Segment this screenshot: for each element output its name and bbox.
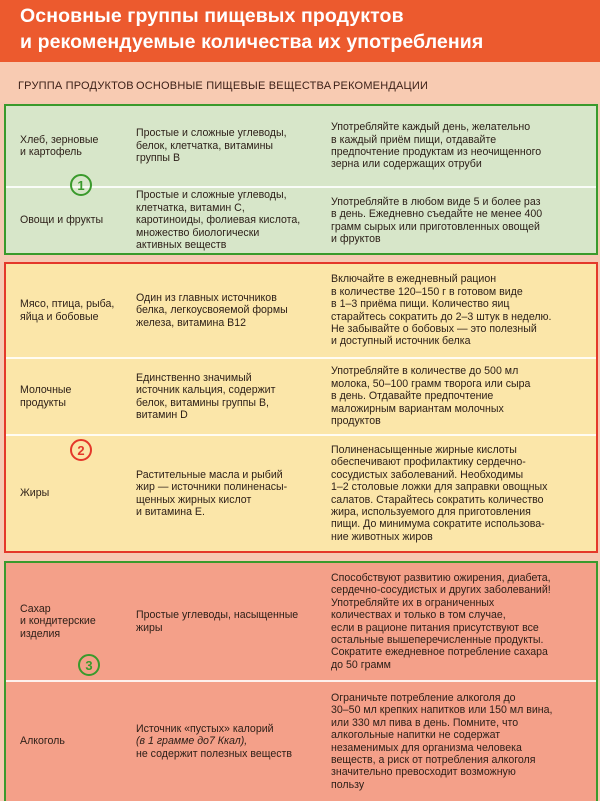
title-banner bbox=[0, 0, 600, 62]
group-number-badge: 3 bbox=[78, 654, 100, 676]
product-recommendation: Способствуют развитию ожирения, диабета, сердечно-сосудистых и других заболеваний! Употребляйте их в ограниченных количествах и только в том случае, если в рационе питания присутствуют все остальные вышеперечисленные продукты. Сократите ежедневное потребление сахара до 50 грамм bbox=[331, 571, 551, 671]
table-row-dairy bbox=[6, 359, 596, 434]
table-row-alcohol bbox=[6, 682, 596, 801]
nutrients-calorie-note: (в 1 грамме до7 Ккал), bbox=[136, 735, 248, 748]
product-name: Мясо, птица, рыба, яйца и бобовые bbox=[20, 298, 115, 323]
product-nutrients: Простые и сложные углеводы, белок, клетчатка, витамины группы В bbox=[136, 127, 287, 165]
nutrients-text: Источник «пустых» калорий bbox=[136, 722, 274, 735]
column-header-recommendations: РЕКОМЕНДАЦИИ bbox=[333, 80, 429, 92]
table-row-bread bbox=[6, 106, 596, 186]
column-headers bbox=[0, 62, 600, 102]
product-name: Жиры bbox=[20, 487, 50, 500]
product-name: Хлеб, зерновые и картофель bbox=[20, 133, 99, 158]
column-header-nutrients: ОСНОВНЫЕ ПИЩЕВЫЕ ВЕЩЕСТВА bbox=[136, 80, 332, 92]
product-nutrients: Простые и сложные углеводы, клетчатка, витамин С, каротиноиды, фолиевая кислота, множество биологически активных веществ bbox=[136, 189, 301, 252]
product-nutrients bbox=[136, 682, 326, 801]
product-recommendation: Ограничьте потребление алкоголя до 30–50 мл крепких напитков или 150 мл вина, или 330 мл пива в день. Помните, что алкогольные напитки не содержат незаменимых для организма человека веществ, а риск от потребления алкоголя значительно превосходит возможную пользу bbox=[331, 691, 553, 791]
product-recommendation: Полиненасыщенные жирные кислоты обеспечивают профилактику сердечно- сосудистых заболеваний. Необходимы 1–2 столовые ложки для заправки овощных салатов. Старайтесь сократить количество жира, используемого для приготовления пищи. До минимума сократите использова- ние животных жиров bbox=[331, 443, 548, 543]
product-name: Алкоголь bbox=[20, 735, 65, 748]
group-number-badge: 2 bbox=[70, 439, 92, 461]
table-row-vegetables bbox=[6, 188, 596, 253]
product-nutrients: Единственно значимый источник кальция, содержит белок, витамины группы В, витамин D bbox=[136, 371, 276, 421]
table-row-meat bbox=[6, 264, 596, 357]
product-name: Молочные продукты bbox=[20, 384, 72, 409]
food-group-3 bbox=[4, 561, 598, 801]
product-recommendation: Включайте в ежедневный рацион в количестве 120–150 г в готовом виде в 1–3 приёма пищи. Количество яиц старайтесь сократить до 2–3 штук в неделю. Не забывайте о бобовых — это полезный и доступный источник белка bbox=[331, 273, 552, 348]
group-number-badge: 1 bbox=[70, 174, 92, 196]
product-name: Овощи и фрукты bbox=[20, 214, 104, 227]
product-recommendation: Употребляйте в любом виде 5 и более раз в день. Ежедневно съедайте не менее 400 грамм сырых или приготовленных овощей и фруктов bbox=[331, 195, 543, 245]
product-nutrients: Простые углеводы, насыщенные жиры bbox=[136, 609, 299, 634]
food-group-2 bbox=[4, 262, 598, 553]
table-row-fats bbox=[6, 436, 596, 551]
product-nutrients: Один из главных источников белка, легкоусвояемой формы железа, витамина В12 bbox=[136, 291, 288, 329]
nutrients-tail: не содержит полезных веществ bbox=[136, 747, 292, 760]
page-title-line-1: Основные группы пищевых продуктов bbox=[20, 5, 404, 27]
food-group-1 bbox=[4, 104, 598, 255]
product-recommendation: Употребляйте в количестве до 500 мл молока, 50–100 грамм творога или сыра в день. Отдавайте предпочтение маложирным вариантам молочных продуктов bbox=[331, 365, 531, 428]
product-name: Сахар и кондитерские изделия bbox=[20, 602, 96, 640]
column-header-group: ГРУППА ПРОДУКТОВ bbox=[18, 80, 134, 92]
page-title-line-2: и рекомендуемые количества их употребления bbox=[20, 31, 484, 53]
product-recommendation: Употребляйте каждый день, желательно в каждый приём пищи, отдавайте предпочтение продуктам из неочищенного зерна или содержащих отруби bbox=[331, 121, 542, 171]
product-nutrients: Растительные масла и рыбий жир — источники полиненасы- щенных жирных кислот и витамина Е. bbox=[136, 468, 288, 518]
